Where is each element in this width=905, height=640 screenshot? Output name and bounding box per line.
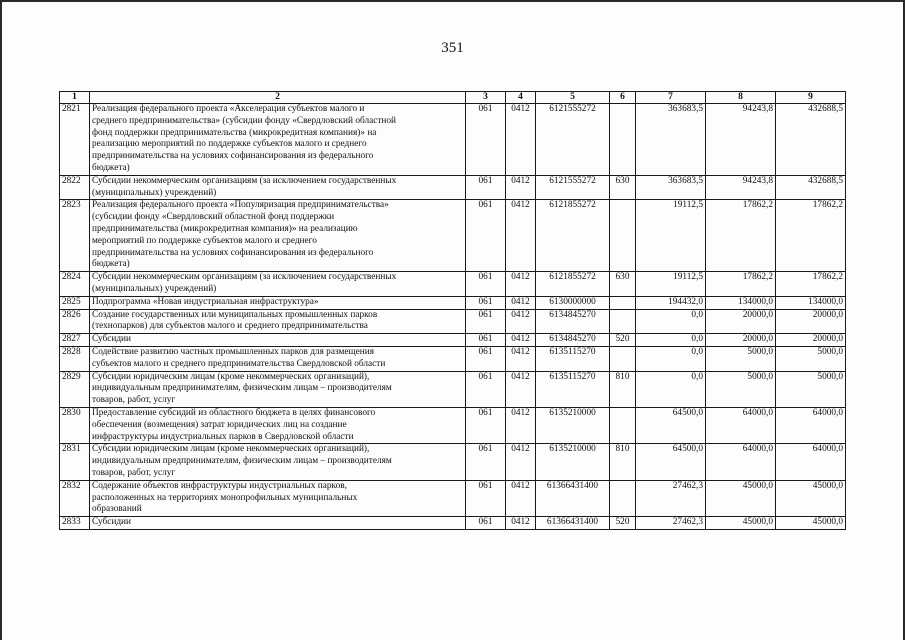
row-name-cell xyxy=(90,371,466,407)
target-article-cell: 6121855272 xyxy=(536,272,610,297)
admin-code-cell: 061 xyxy=(466,296,506,309)
table-header-row xyxy=(60,92,846,104)
target-article-cell: 6135115270 xyxy=(536,346,610,371)
admin-code-cell: 061 xyxy=(466,175,506,200)
row-name-line: расположенных на территориях монопрофильных муниципальных xyxy=(92,492,358,503)
section-code-cell: 0412 xyxy=(506,407,536,443)
row-number-cell: 2832 xyxy=(60,480,90,516)
row-name-line: (муниципальных) учреждений) xyxy=(92,283,217,294)
table-row xyxy=(60,444,846,480)
row-name-line: Субсидии некоммерческим организациям (за исключением государственных xyxy=(92,272,397,283)
section-code-cell: 0412 xyxy=(506,346,536,371)
amount-cell-9: 17862,2 xyxy=(776,272,846,297)
row-name-line: Реализация федерального проекта «Популяризация предпринимательства» xyxy=(92,200,389,211)
row-name-line: предпринимательства (микрокредитная компания)» на реализацию xyxy=(92,223,358,234)
page-number: 351 xyxy=(441,40,464,56)
section-code-cell: 0412 xyxy=(506,309,536,334)
expense-type-cell xyxy=(610,104,636,176)
column-header: 3 xyxy=(466,92,506,104)
target-article-cell: 6135210000 xyxy=(536,444,610,480)
amount-cell-7: 27462,3 xyxy=(636,480,706,516)
amount-cell-7: 19112,5 xyxy=(636,272,706,297)
amount-cell-8: 17862,2 xyxy=(706,200,776,272)
row-name-cell xyxy=(90,175,466,200)
row-name-line: обеспечения (возмещения) затрат юридических лиц на создание xyxy=(92,419,347,430)
expense-type-cell: 810 xyxy=(610,444,636,480)
row-number-cell: 2821 xyxy=(60,104,90,176)
column-header: 4 xyxy=(506,92,536,104)
row-number-cell: 2833 xyxy=(60,517,90,530)
amount-cell-7: 0,0 xyxy=(636,309,706,334)
expense-type-cell: 630 xyxy=(610,272,636,297)
column-header: 2 xyxy=(90,92,466,104)
expense-type-cell xyxy=(610,309,636,334)
amount-cell-8: 94243,8 xyxy=(706,175,776,200)
amount-cell-8: 5000,0 xyxy=(706,346,776,371)
table-row xyxy=(60,407,846,443)
amount-cell-7: 194432,0 xyxy=(636,296,706,309)
amount-cell-7: 0,0 xyxy=(636,346,706,371)
admin-code-cell: 061 xyxy=(466,480,506,516)
target-article-cell: 6135210000 xyxy=(536,407,610,443)
row-name-line: товаров, работ, услуг xyxy=(92,467,176,478)
row-name-cell xyxy=(90,104,466,176)
row-number-cell: 2822 xyxy=(60,175,90,200)
amount-cell-9: 432688,5 xyxy=(776,175,846,200)
target-article-cell: 6121855272 xyxy=(536,200,610,272)
expense-type-cell xyxy=(610,296,636,309)
row-name-line: Содержание объектов инфраструктуры индустриальных парков, xyxy=(92,480,347,491)
amount-cell-9: 20000,0 xyxy=(776,309,846,334)
admin-code-cell: 061 xyxy=(466,444,506,480)
row-name-cell xyxy=(90,444,466,480)
row-name-line: (субсидии фонду «Свердловский областной фонд поддержки xyxy=(92,212,335,223)
row-name-line: Создание государственных или муниципальных промышленных парков xyxy=(92,309,378,320)
amount-cell-9: 134000,0 xyxy=(776,296,846,309)
admin-code-cell: 061 xyxy=(466,272,506,297)
target-article-cell: 6134845270 xyxy=(536,334,610,347)
row-name-cell xyxy=(90,272,466,297)
amount-cell-8: 134000,0 xyxy=(706,296,776,309)
target-article-cell: 61366431400 xyxy=(536,480,610,516)
table-body xyxy=(60,104,846,530)
admin-code-cell: 061 xyxy=(466,334,506,347)
row-name-line: Субсидии xyxy=(92,517,132,528)
row-name-line: Содействие развитию частных промышленных парков для размещения xyxy=(92,346,375,357)
row-name-line: (муниципальных) учреждений) xyxy=(92,187,217,198)
amount-cell-9: 5000,0 xyxy=(776,371,846,407)
amount-cell-7: 0,0 xyxy=(636,334,706,347)
table-row xyxy=(60,346,846,371)
row-name-line: бюджета) xyxy=(92,162,130,173)
row-name-line: товаров, работ, услуг xyxy=(92,395,176,406)
amount-cell-7: 363683,5 xyxy=(636,104,706,176)
amount-cell-7: 64500,0 xyxy=(636,444,706,480)
row-name-line: образований xyxy=(92,504,142,515)
section-code-cell: 0412 xyxy=(506,371,536,407)
amount-cell-7: 0,0 xyxy=(636,371,706,407)
row-name-line: Субсидии юридическим лицам (кроме некоммерческих организаций), xyxy=(92,371,370,382)
column-header: 1 xyxy=(60,92,90,104)
row-name-line: мероприятий по поддержке субъектов малого и среднего xyxy=(92,235,317,246)
target-article-cell: 6121555272 xyxy=(536,175,610,200)
amount-cell-9: 5000,0 xyxy=(776,346,846,371)
target-article-cell: 6134845270 xyxy=(536,309,610,334)
target-article-cell: 61366431400 xyxy=(536,517,610,530)
section-code-cell: 0412 xyxy=(506,104,536,176)
row-number-cell: 2828 xyxy=(60,346,90,371)
table-row xyxy=(60,309,846,334)
row-name-line: Субсидии некоммерческим организациям (за исключением государственных xyxy=(92,175,397,186)
table-row xyxy=(60,334,846,347)
table-row xyxy=(60,104,846,176)
row-name-line: (технопарков) для субъектов малого и среднего предпринимательства xyxy=(92,321,368,332)
table-row xyxy=(60,175,846,200)
amount-cell-9: 20000,0 xyxy=(776,334,846,347)
amount-cell-9: 64000,0 xyxy=(776,407,846,443)
row-name-line: бюджета) xyxy=(92,259,130,270)
column-header: 9 xyxy=(776,92,846,104)
column-header: 8 xyxy=(706,92,776,104)
column-header: 5 xyxy=(536,92,610,104)
row-number-cell: 2824 xyxy=(60,272,90,297)
amount-cell-9: 45000,0 xyxy=(776,480,846,516)
column-header: 7 xyxy=(636,92,706,104)
amount-cell-7: 363683,5 xyxy=(636,175,706,200)
amount-cell-9: 17862,2 xyxy=(776,200,846,272)
amount-cell-7: 19112,5 xyxy=(636,200,706,272)
target-article-cell: 6135115270 xyxy=(536,371,610,407)
row-name-line: среднего предпринимательства» (субсидии фонду «Свердловский областной xyxy=(92,115,397,126)
row-name-line: Субсидии xyxy=(92,334,132,345)
expense-type-cell: 630 xyxy=(610,175,636,200)
row-name-cell xyxy=(90,200,466,272)
row-name-cell xyxy=(90,296,466,309)
row-number-cell: 2826 xyxy=(60,309,90,334)
expense-type-cell: 810 xyxy=(610,371,636,407)
admin-code-cell: 061 xyxy=(466,346,506,371)
row-name-line: субъектов малого и среднего предпринимательства Свердловской области xyxy=(92,358,386,369)
target-article-cell: 6121555272 xyxy=(536,104,610,176)
admin-code-cell: 061 xyxy=(466,407,506,443)
amount-cell-8: 20000,0 xyxy=(706,334,776,347)
row-name-line: Реализация федерального проекта «Акселерация субъектов малого и xyxy=(92,104,365,114)
section-code-cell: 0412 xyxy=(506,480,536,516)
admin-code-cell: 061 xyxy=(466,371,506,407)
admin-code-cell: 061 xyxy=(466,104,506,176)
amount-cell-8: 64000,0 xyxy=(706,444,776,480)
row-name-line: Предоставление субсидий из областного бюджета в целях финансового xyxy=(92,407,376,418)
scan-border-left xyxy=(0,0,2,640)
amount-cell-7: 27462,3 xyxy=(636,517,706,530)
target-article-cell: 6130000000 xyxy=(536,296,610,309)
section-code-cell: 0412 xyxy=(506,296,536,309)
row-name-cell xyxy=(90,334,466,347)
amount-cell-8: 20000,0 xyxy=(706,309,776,334)
expense-type-cell xyxy=(610,346,636,371)
scan-border-top xyxy=(0,0,905,2)
section-code-cell: 0412 xyxy=(506,175,536,200)
row-name-cell xyxy=(90,480,466,516)
row-number-cell: 2823 xyxy=(60,200,90,272)
row-name-line: индивидуальным предпринимателям, физическим лицам – производителям xyxy=(92,383,392,394)
row-number-cell: 2827 xyxy=(60,334,90,347)
amount-cell-8: 64000,0 xyxy=(706,407,776,443)
budget-table xyxy=(59,91,846,530)
row-number-cell: 2829 xyxy=(60,371,90,407)
amount-cell-9: 432688,5 xyxy=(776,104,846,176)
row-name-line: индивидуальным предпринимателям, физическим лицам – производителям xyxy=(92,456,392,467)
expense-type-cell xyxy=(610,480,636,516)
expense-type-cell xyxy=(610,200,636,272)
section-code-cell: 0412 xyxy=(506,334,536,347)
section-code-cell: 0412 xyxy=(506,200,536,272)
section-code-cell: 0412 xyxy=(506,517,536,530)
row-number-cell: 2831 xyxy=(60,444,90,480)
admin-code-cell: 061 xyxy=(466,517,506,530)
row-name-line: предпринимательства на условиях софинансирования из федерального xyxy=(92,247,374,258)
column-header: 6 xyxy=(610,92,636,104)
admin-code-cell: 061 xyxy=(466,200,506,272)
amount-cell-8: 94243,8 xyxy=(706,104,776,176)
row-name-line: реализацию мероприятий по поддержке субъектов малого и среднего xyxy=(92,139,367,150)
amount-cell-8: 17862,2 xyxy=(706,272,776,297)
row-name-cell xyxy=(90,407,466,443)
table-row xyxy=(60,272,846,297)
amount-cell-7: 64500,0 xyxy=(636,407,706,443)
table-row xyxy=(60,371,846,407)
section-code-cell: 0412 xyxy=(506,272,536,297)
expense-type-cell: 520 xyxy=(610,517,636,530)
row-name-cell xyxy=(90,309,466,334)
amount-cell-8: 45000,0 xyxy=(706,517,776,530)
row-name-cell xyxy=(90,517,466,530)
admin-code-cell: 061 xyxy=(466,309,506,334)
expense-type-cell xyxy=(610,407,636,443)
row-number-cell: 2830 xyxy=(60,407,90,443)
row-name-line: Подпрограмма «Новая индустриальная инфраструктура» xyxy=(92,296,319,307)
expense-type-cell: 520 xyxy=(610,334,636,347)
row-name-line: фонд поддержки предпринимательства (микрокредитная компания)» на xyxy=(92,127,377,138)
table-row xyxy=(60,480,846,516)
table-row xyxy=(60,200,846,272)
table-row xyxy=(60,296,846,309)
row-name-line: предпринимательства на условиях софинансирования из федерального xyxy=(92,151,374,162)
amount-cell-9: 45000,0 xyxy=(776,517,846,530)
table-row xyxy=(60,517,846,530)
amount-cell-8: 5000,0 xyxy=(706,371,776,407)
section-code-cell: 0412 xyxy=(506,444,536,480)
amount-cell-8: 45000,0 xyxy=(706,480,776,516)
row-name-cell xyxy=(90,346,466,371)
row-number-cell: 2825 xyxy=(60,296,90,309)
row-name-line: Субсидии юридическим лицам (кроме некоммерческих организаций), xyxy=(92,444,370,455)
amount-cell-9: 64000,0 xyxy=(776,444,846,480)
row-name-line: инфраструктуры индустриальных парков в Свердловской области xyxy=(92,431,354,442)
